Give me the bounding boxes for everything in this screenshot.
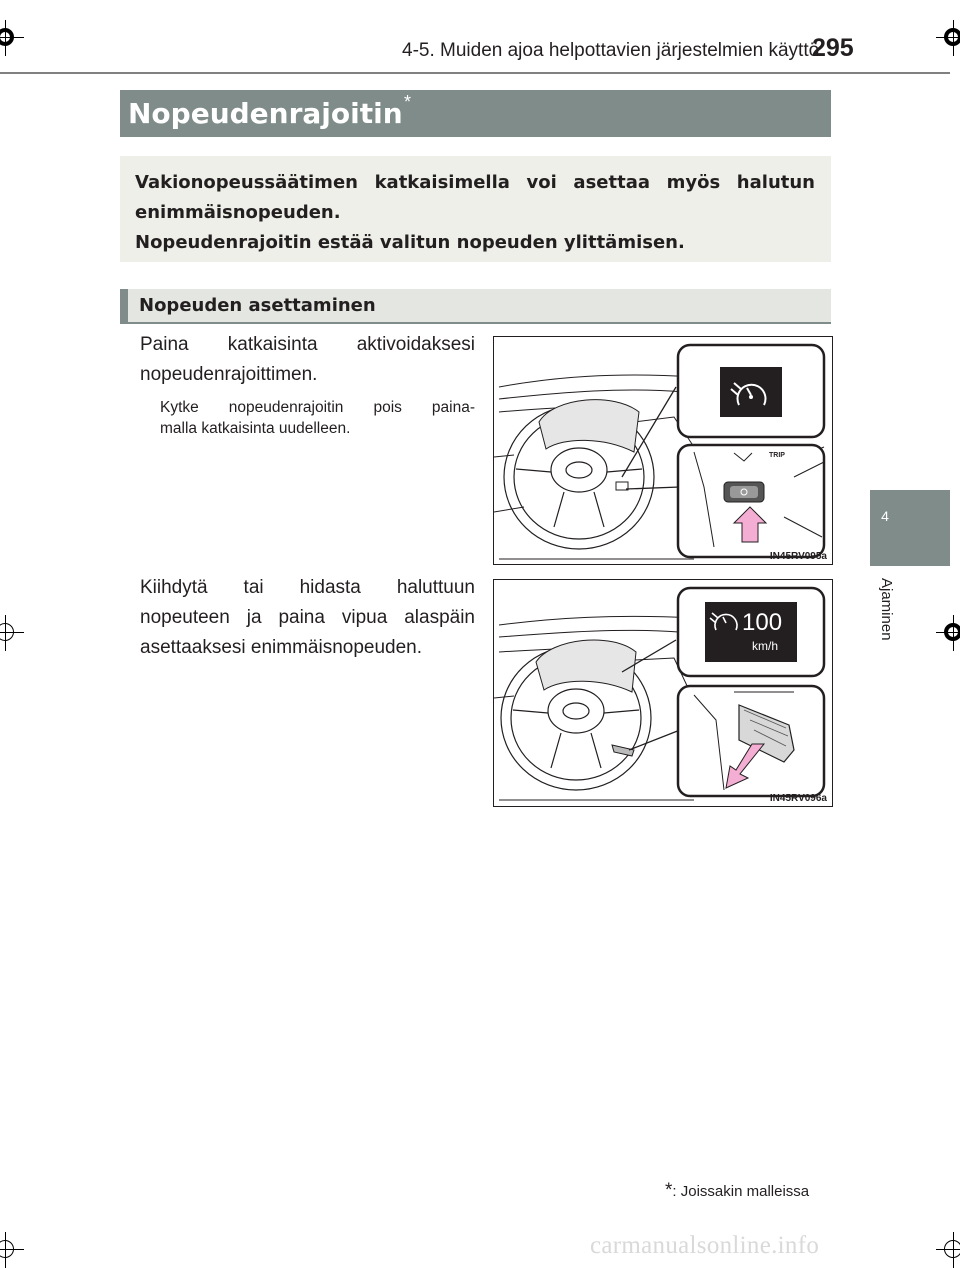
trip-button-label: TRIP	[769, 452, 785, 459]
chapter-heading: 4-5. Muiden ajoa helpottavien järjestelmien käyttö	[402, 40, 820, 61]
note-line: Kytke nopeudenrajoitin pois paina-	[160, 399, 475, 416]
registration-mark	[0, 615, 24, 651]
footnote-marker: *	[404, 92, 412, 112]
watermark: carmanualsonline.info	[590, 1232, 820, 1259]
page-title: Nopeudenrajoitin	[128, 97, 403, 130]
step-note	[160, 397, 475, 439]
step-text	[140, 330, 475, 390]
step-line: nopeuteen ja paina vipua alaspäin	[140, 607, 475, 628]
chapter-tab-label	[879, 578, 895, 658]
note-line: malla katkaisinta uudelleen.	[160, 420, 351, 437]
section-accent	[120, 289, 128, 324]
chapter-tab[interactable]	[870, 490, 950, 566]
display-speed: 100	[742, 609, 783, 636]
section-divider	[120, 322, 831, 324]
footnote-marker: *	[665, 1180, 673, 1201]
step-line: nopeudenrajoittimen.	[140, 364, 318, 385]
illustration-speed-set-lever	[493, 579, 833, 807]
footnote-text: : Joissakin malleissa	[672, 1183, 810, 1200]
step-text	[140, 573, 475, 663]
intro-line: Vakionopeussäätimen katkaisimella voi asettaa myös halutun	[135, 172, 815, 193]
display-unit: km/h	[752, 639, 779, 653]
page-number: 295	[812, 34, 854, 62]
illustration-code: IN45RV095a	[769, 551, 827, 562]
step-line: Paina katkaisinta aktivoidaksesi	[140, 334, 475, 355]
footnote	[665, 1180, 809, 1202]
chapter-tab-number: 4	[881, 508, 889, 524]
registration-mark	[0, 1232, 24, 1268]
steering-wheel-illustration	[494, 580, 832, 806]
header-divider	[0, 72, 950, 74]
registration-mark	[936, 20, 960, 56]
chapter-tab-text: Ajaminen	[878, 578, 895, 641]
registration-mark	[0, 20, 24, 56]
illustration-speed-limiter-switch	[493, 336, 833, 565]
step-line: Kiihdytä tai hidasta haluttuun	[140, 577, 475, 598]
intro-line: Nopeudenrajoitin estää valitun nopeuden ylittämisen.	[135, 232, 685, 253]
registration-mark	[936, 1232, 960, 1268]
step-line: asettaaksesi enimmäisnopeuden.	[140, 637, 423, 658]
intro-line: enimmäisnopeuden.	[135, 202, 341, 223]
section-title: Nopeuden asettaminen	[139, 295, 376, 316]
steering-wheel-illustration	[494, 337, 832, 564]
registration-mark	[936, 615, 960, 651]
illustration-code: IN45RV096a	[769, 793, 827, 804]
